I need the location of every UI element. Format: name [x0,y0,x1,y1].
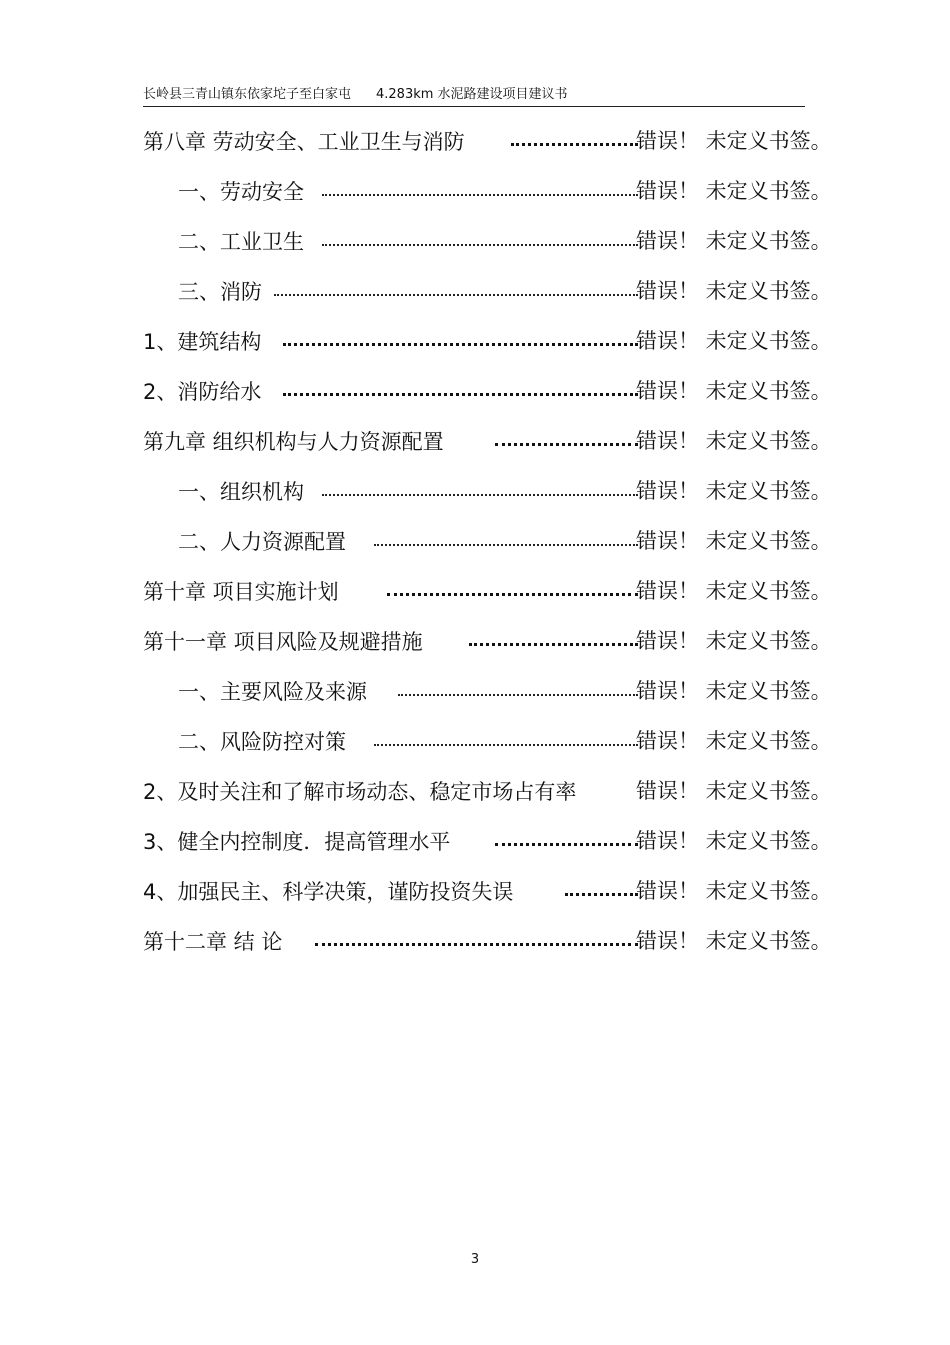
toc-leader [495,439,638,446]
toc-entry-title: 1、建筑结构 [143,330,262,354]
toc-entry-status: 错误！ 未定义书签。 [636,429,832,453]
toc-leader [315,939,638,946]
toc-leader [374,540,638,546]
toc-entry[interactable] [178,276,638,306]
toc-entry-title: 第十二章 结 论 [143,930,283,954]
toc-entry-status: 错误！ 未定义书签。 [636,929,832,953]
toc-entry-title: 二、工业卫生 [178,230,304,254]
toc-leader [283,339,638,346]
toc-entry-status: 错误！ 未定义书签。 [636,279,832,303]
toc-entry-status: 错误！ 未定义书签。 [636,629,832,653]
toc-entry-title: 第八章 劳动安全、工业卫生与消防 [143,130,465,154]
toc-entry-title: 二、风险防控对策 [178,730,346,754]
toc-leader [495,839,638,846]
toc-leader [322,190,638,196]
toc-entry-status: 错误！ 未定义书签。 [636,879,832,903]
toc-entry-title: 2、及时关注和了解市场动态、稳定市场占有率 [143,780,577,804]
running-header [143,86,805,107]
toc-leader [374,740,638,746]
toc-entry-title: 第十一章 项目风险及规避措施 [143,630,423,654]
toc-entry[interactable] [143,376,638,406]
toc-entry-status: 错误！ 未定义书签。 [636,679,832,703]
toc-entry[interactable] [143,326,638,356]
toc-entry-title: 一、主要风险及来源 [178,680,367,704]
toc-entry[interactable] [143,126,638,156]
toc-entry-status: 错误！ 未定义书签。 [636,129,832,153]
toc-entry[interactable] [143,626,638,656]
header-project-location: 长岭县三青山镇东依家坨子至白家屯 [143,87,352,102]
toc-entry-status: 错误！ 未定义书签。 [636,229,832,253]
toc-entry-title: 3、健全内控制度．提高管理水平 [143,830,451,854]
toc-entry-status: 错误！ 未定义书签。 [636,579,832,603]
toc-entry[interactable] [178,726,638,756]
toc-leader [283,389,638,396]
toc-entry-title: 第十章 项目实施计划 [143,580,339,604]
toc-entry[interactable] [143,876,638,906]
toc-entry-status: 错误！ 未定义书签。 [636,329,832,353]
toc-leader [274,290,638,296]
toc-leader [511,139,638,146]
toc-entry[interactable] [178,676,638,706]
toc-entry-status: 错误！ 未定义书签。 [636,779,832,803]
toc-entry-title: 第九章 组织机构与人力资源配置 [143,430,444,454]
toc-leader [398,690,638,696]
toc-leader [565,889,638,896]
toc-entry-title: 2、消防给水 [143,380,262,404]
toc-entry[interactable] [178,176,638,206]
header-project-title: 4.283km 水泥路建设项目建议书 [376,87,568,102]
toc-entry-title: 二、人力资源配置 [178,530,346,554]
toc-leader [322,490,638,496]
toc-leader [387,589,638,596]
toc-entry-status: 错误！ 未定义书签。 [636,479,832,503]
toc-entry-title: 一、劳动安全 [178,180,304,204]
page-number: 3 [470,1252,480,1267]
toc-entry-status: 错误！ 未定义书签。 [636,179,832,203]
toc-entry-title: 4、加强民主、科学决策，谨防投资失误 [143,880,514,904]
toc-entry[interactable] [143,576,638,606]
toc-entry-status: 错误！ 未定义书签。 [636,379,832,403]
toc-entry[interactable] [178,226,638,256]
toc-entry[interactable] [178,526,638,556]
toc-leader [469,639,638,646]
toc-entry[interactable] [143,426,638,456]
toc-entry[interactable] [143,776,638,806]
toc-entry[interactable] [178,476,638,506]
toc-entry[interactable] [143,826,638,856]
toc-entry-status: 错误！ 未定义书签。 [636,729,832,753]
toc-entry-title: 一、组织机构 [178,480,304,504]
toc-entry-status: 错误！ 未定义书签。 [636,829,832,853]
toc-leader [322,240,638,246]
toc-entry[interactable] [143,926,638,956]
toc-entry-status: 错误！ 未定义书签。 [636,529,832,553]
toc-entry-title: 三、消防 [178,280,262,304]
